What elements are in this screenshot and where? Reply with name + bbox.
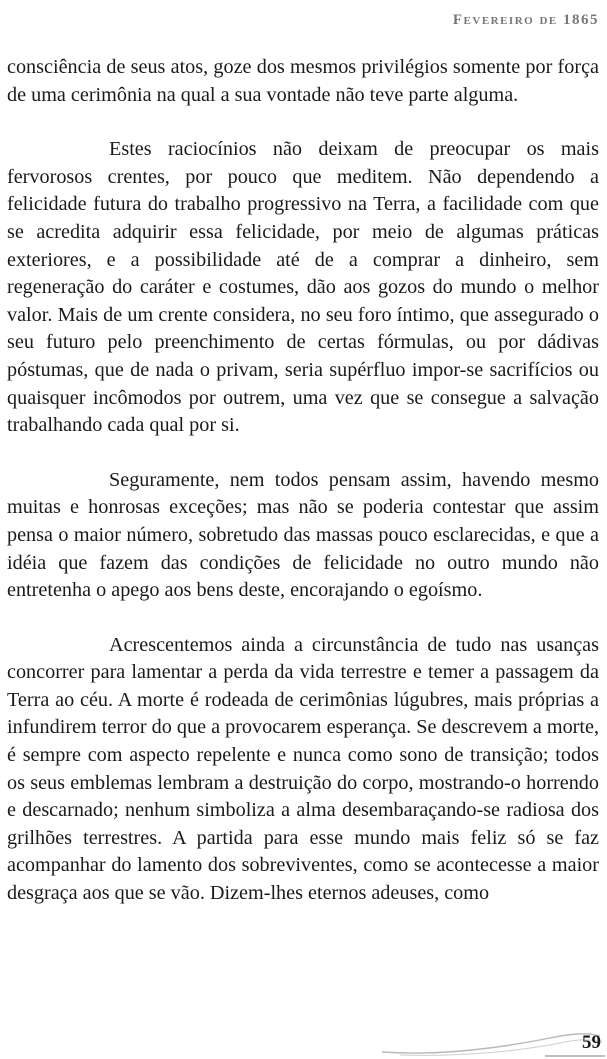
footer-flourish-icon — [380, 1026, 607, 1059]
paragraph: Seguramente, nem todos pensam assim, havendo mesmo muitas e honrosas exceções; mas não se poderia contestar que assim pensa o maior número, sobretudo das massas pouco esclarecidas, e que a idéia que fazem das condições de felicidade no outro mundo não entretenha o apego aos bens deste, encorajando o egoísmo. — [7, 468, 599, 602]
page-body — [7, 54, 599, 908]
page-number: 59 — [582, 1032, 601, 1053]
paragraph: Estes raciocínios não deixam de preocupar os mais fervorosos crentes, por pouco que meditem. Não dependendo a felicidade futura do trabalho progressivo na Terra, a facilidade com que se acredita adquirir essa felicidade, por meio de algumas práticas exteriores, e a possibilidade até de a comprar a dinheiro, sem regeneração do caráter e costumes, dão aos gozos do mundo o melhor valor. Mais de um crente considera, no seu foro íntimo, que assegurado o seu futuro pelo preenchimento de certas fórmulas, ou por dádivas póstumas, que de nada o privam, seria supérfluo impor-se sacrifícios ou quaisquer incômodos por outrem, uma vez que se consegue a salvação trabalhando cada qual por si. — [7, 138, 599, 437]
paragraph: Acrescentemos ainda a circunstância de tudo nas usanças concorrer para lamentar a perda da vida terrestre e temer a passagem da Terra ao céu. A morte é rodeada de cerimônias lúgubres, mais próprias a infundirem terror do que a provocarem esperança. Se descrevem a morte, é sempre com aspecto repelente e nunca como sono de transição; todos os seus emblemas lembram a destruição do corpo, mostrando-o horrendo e descarnado; nenhum simboliza a alma desembaraçando-se radiosa dos grilhões terrestres. A partida para esse mundo mais feliz só se faz acompanhar do lamento dos sobreviventes, como se acontecesse a maior desgraça aos que se vão. Dizem-lhes eternos adeuses, como — [7, 633, 599, 905]
running-header: Fevereiro de 1865 — [452, 12, 599, 28]
paragraph-continuation: consciência de seus atos, goze dos mesmos privilégios somente por força de uma cerimônia na qual a sua vontade não teve parte alguma. — [7, 56, 599, 106]
